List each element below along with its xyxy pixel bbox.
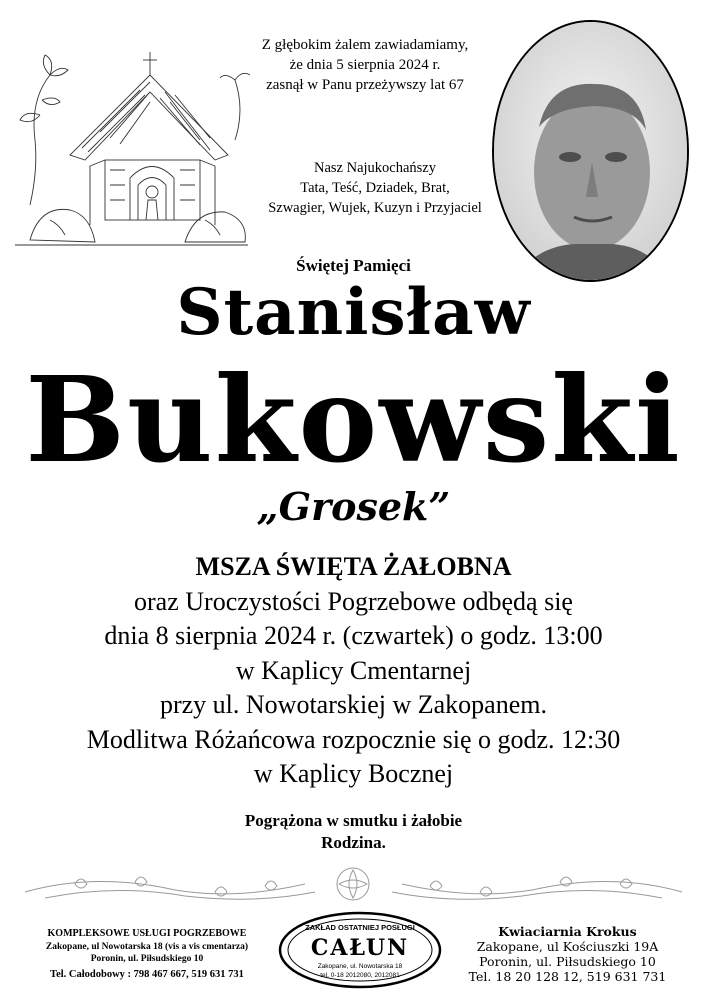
- logo-name: CAŁUN: [310, 935, 410, 961]
- funeral-home-address: Zakopane, ul Nowotarska 18 (vis a vis cmentarza): [45, 941, 249, 952]
- florist-info: [445, 924, 690, 984]
- first-name: Stanisław: [176, 275, 531, 350]
- logo-address: Zakopane, ul. Nowotarska 18: [317, 963, 403, 970]
- funeral-home-info: [12, 928, 282, 981]
- intro-line: Z głębokim żalem zawiadamiamy,: [261, 37, 469, 53]
- mourners-line: Rodzina.: [321, 833, 386, 852]
- funeral-line: w Kaplicy Cmentarnej: [235, 655, 472, 685]
- calun-logo: [278, 910, 443, 990]
- relations-text: [250, 158, 500, 218]
- funeral-line: Modlitwa Różańcowa rozpocznie się o godz. 12:30: [86, 724, 621, 754]
- mourners-line: Pogrążona w smutku i żałobie: [244, 811, 463, 830]
- florist-address: Zakopane, ul Kościuszki 19A: [476, 939, 659, 954]
- intro-line: zasnął w Panu przeżywszy lat 67: [266, 77, 464, 93]
- mass-title: MSZA ŚWIĘTA ŻAŁOBNA: [195, 552, 512, 581]
- funeral-home-phone: Tel. Całodobowy : 798 467 667, 519 631 731: [50, 968, 244, 980]
- funeral-line: przy ul. Nowotarskiej w Zakopanem.: [159, 690, 547, 719]
- last-name: Bukowski: [25, 350, 682, 489]
- logo-top-text: ZAKŁAD OSTATNIEJ POSŁUGI: [305, 923, 415, 932]
- portrait-photo: [492, 20, 689, 282]
- intro-line: że dnia 5 sierpnia 2024 r.: [289, 57, 441, 73]
- funeral-details: [0, 550, 707, 792]
- mourners-text: [0, 810, 707, 854]
- relations-line: Szwagier, Wujek, Kuzyn i Przyjaciel: [268, 200, 482, 216]
- funeral-line: dnia 8 sierpnia 2024 r. (czwartek) o godz. 13:00: [104, 621, 603, 650]
- florist-title: Kwiaciarnia Krokus: [498, 924, 637, 939]
- funeral-home-address: Poronin, ul. Piłsudskiego 10: [90, 954, 204, 964]
- memory-heading: Świętej Pamięci: [296, 256, 411, 275]
- portrait-image: [494, 22, 687, 280]
- relations-line: Nasz Najukochańszy: [314, 160, 436, 176]
- nickname: „Grosek”: [256, 484, 451, 529]
- announcement-intro: [250, 35, 480, 95]
- funeral-line: w Kaplicy Bocznej: [253, 759, 454, 788]
- chapel-illustration: [10, 20, 250, 255]
- florist-address: Poronin, ul. Piłsudskiego 10: [479, 954, 656, 969]
- relations-line: Tata, Teść, Dziadek, Brat,: [300, 180, 450, 196]
- funeral-line: oraz Uroczystości Pogrzebowe odbędą się: [134, 586, 573, 616]
- funeral-home-title: KOMPLEKSOWE USŁUGI POGRZEBOWE: [47, 928, 247, 939]
- florist-phone: Tel. 18 20 128 12, 519 631 731: [468, 969, 667, 984]
- logo-phone: tel. 0-18 2012080, 2012081: [320, 972, 400, 979]
- ornament-divider: [15, 862, 692, 908]
